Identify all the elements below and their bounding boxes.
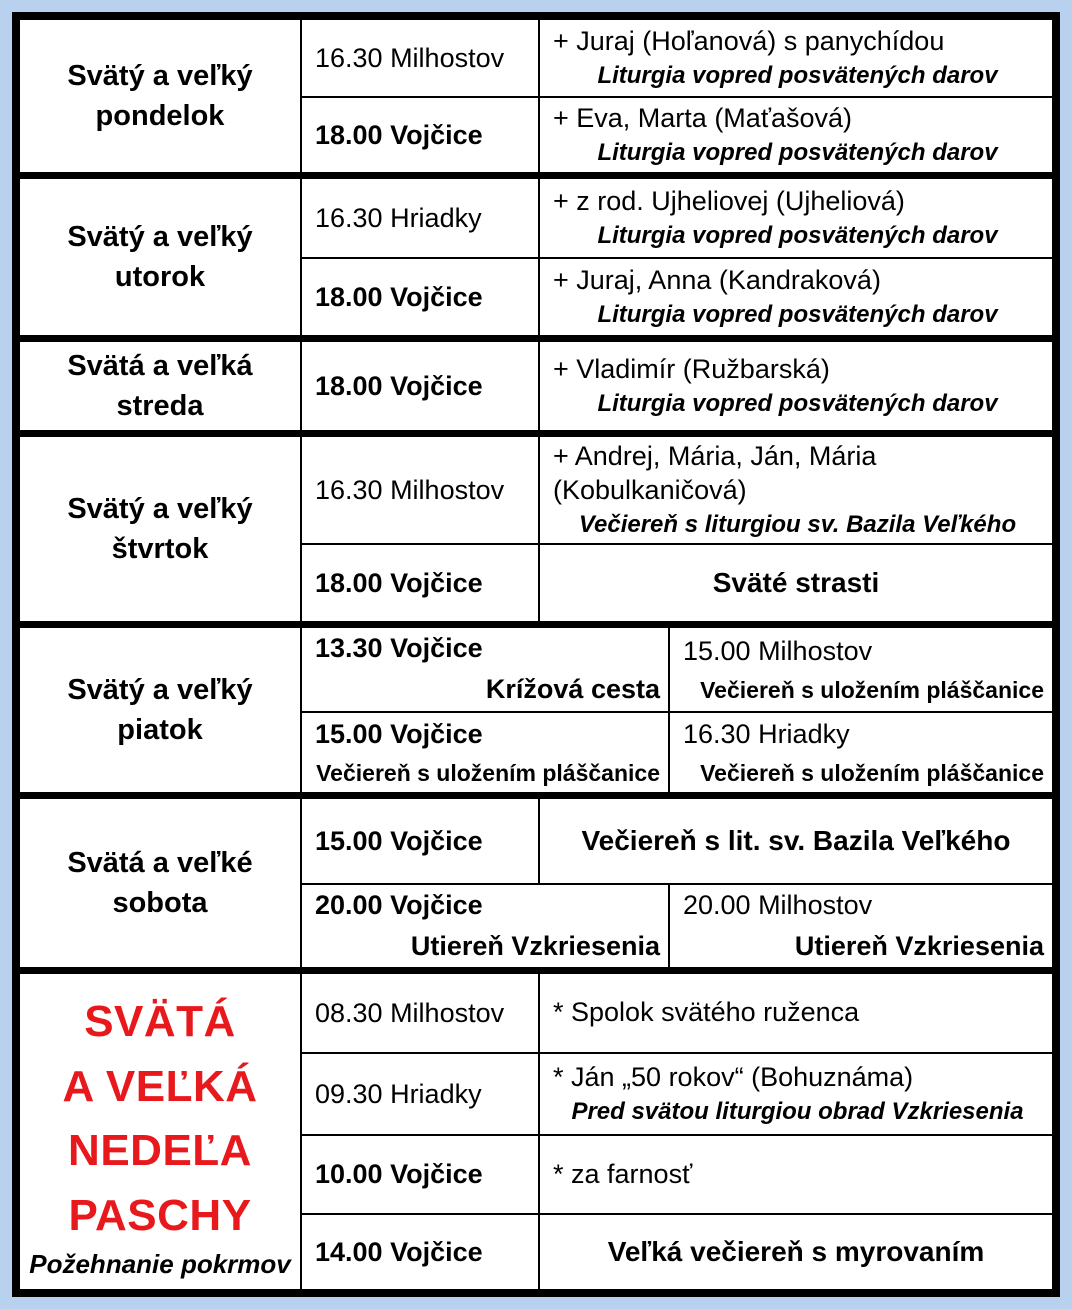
day-line: štvrtok [111,533,209,565]
half-cell [670,713,1052,792]
day-line: sobota [112,887,208,919]
group-easter-sunday [20,967,1052,1289]
detail-cell [540,1136,1052,1213]
thursday-rows [302,437,1052,621]
time-text: 16.30 Hriadky [683,718,850,749]
day-label-monday [20,20,302,172]
table-row [302,1052,1052,1134]
liturgy-note: Liturgia vopred posvätených darov [597,300,998,328]
detail-cell [540,1054,1052,1134]
day-line: pondelok [95,100,225,132]
intention-text: + z rod. Ujheliovej (Ujheliová) [553,186,905,217]
day-line: SVÄTÁ [84,997,236,1046]
wednesday-rows [302,342,1052,430]
intention-text: * Spolok svätého ruženca [553,997,860,1028]
time-text: 15.00 Vojčice [315,718,483,749]
event-cell: Večiereň s lit. sv. Bazila Veľkého [581,825,1011,856]
day-line: Svätý a veľký [67,492,253,525]
intention-text: * Ján „50 rokov“ (Bohuznáma) [553,1062,914,1093]
intention-text: + Vladimír (Ružbarská) [553,354,830,385]
table-row [302,1134,1052,1213]
day-line: piatok [117,714,203,746]
day-label-saturday [20,799,302,967]
day-line: NEDEĽA [68,1126,252,1176]
event-text: Utiereň Vzkriesenia [794,930,1044,961]
day-line: Svätá a veľká [67,349,253,382]
event-text: Večiereň s uložením pláščanice [700,676,1044,703]
monday-rows [302,20,1052,172]
event-text: Večiereň s uložením pláščanice [700,759,1044,786]
half-cell [302,885,670,967]
intention-text: + Eva, Marta (Maťašová) [553,103,852,134]
friday-rows [302,628,1052,792]
time-cell: 14.00 Vojčice [302,1215,540,1289]
table-row [302,883,1052,967]
event-text: Večiereň s uložením pláščanice [316,759,660,786]
day-label-wednesday [20,342,302,430]
day-line: Svätý a veľký [67,220,253,253]
day-line: utorok [114,261,206,293]
day-line: A VEĽKÁ [62,1061,258,1111]
liturgy-note: Liturgia vopred posvätených darov [597,389,998,417]
time-cell: 18.00 Vojčice [302,545,540,621]
day-line: streda [116,390,204,422]
table-row [302,628,1052,711]
detail-cell [540,98,1052,172]
intention-text: + Juraj (Hoľanová) s panychídou [553,26,945,57]
group-holy-wednesday [20,335,1052,430]
liturgy-note: Liturgia vopred posvätených darov [597,61,998,89]
time-text: 15.00 Milhostov [683,635,873,666]
group-holy-thursday [20,430,1052,621]
day-label-tuesday [20,179,302,335]
day-line: PASCHY [68,1191,252,1241]
day-label-friday [20,628,302,792]
time-cell: 10.00 Vojčice [302,1136,540,1213]
event-cell: Veľká večiereň s myrovaním [607,1236,985,1267]
table-row [302,1213,1052,1289]
day-label-thursday [20,437,302,621]
detail-cell [540,20,1052,96]
half-cell [670,628,1052,711]
table-row [302,543,1052,621]
detail-cell [540,179,1052,257]
time-text: 20.00 Vojčice [315,889,483,920]
sunday-rows [302,974,1052,1289]
group-holy-tuesday [20,172,1052,335]
time-cell: 18.00 Vojčice [302,342,540,430]
group-good-friday [20,621,1052,792]
time-cell: 18.00 Vojčice [302,259,540,335]
table-row [302,342,1052,430]
table-row [302,437,1052,543]
liturgy-note: Liturgia vopred posvätených darov [597,138,998,166]
half-cell [302,713,670,792]
time-cell: 16.30 Hriadky [302,179,540,257]
blessing-note: Požehnanie pokrmov [29,1248,291,1279]
table-row [302,799,1052,883]
day-line: Svätý a veľký [67,59,253,92]
detail-cell [540,259,1052,335]
schedule-table [12,12,1060,1297]
day-line: Svätý a veľký [67,673,253,706]
time-cell: 16.30 Milhostov [302,20,540,96]
time-cell: 18.00 Vojčice [302,98,540,172]
group-holy-monday [20,20,1052,172]
group-holy-saturday [20,792,1052,967]
event-cell: Sväté strasti [712,567,880,598]
table-row [302,179,1052,257]
liturgy-note: Liturgia vopred posvätených darov [597,221,998,249]
intention-text: + Andrej, Mária, Ján, Mária [553,441,877,472]
half-cell [302,628,670,711]
intention-text: (Kobulkaničová) [553,475,747,505]
day-label-pascha [20,974,302,1289]
half-cell [670,885,1052,967]
table-row [302,257,1052,335]
time-text: 20.00 Milhostov [683,889,873,920]
time-cell: 16.30 Milhostov [302,437,540,543]
liturgy-note: Pred svätou liturgiou obrad Vzkriesenia [571,1097,1024,1125]
table-row [302,711,1052,792]
tuesday-rows [302,179,1052,335]
table-row [302,96,1052,172]
time-cell: 09.30 Hriadky [302,1054,540,1134]
time-text: 13.30 Vojčice [315,633,483,664]
table-row [302,974,1052,1052]
day-line: Svätá a veľké [67,846,253,879]
intention-text: + Juraj, Anna (Kandraková) [553,265,881,296]
detail-cell [540,974,1052,1052]
saturday-rows [302,799,1052,967]
time-cell: 08.30 Milhostov [302,974,540,1052]
detail-cell [540,437,1052,543]
table-row [302,20,1052,96]
intention-text: * za farnosť [553,1158,693,1189]
detail-cell [540,342,1052,430]
event-text: Utiereň Vzkriesenia [410,930,660,961]
liturgy-note: Večiereň s liturgiou sv. Bazila Veľkého [578,510,1017,538]
time-cell: 15.00 Vojčice [302,799,540,883]
event-text: Krížová cesta [485,674,660,704]
